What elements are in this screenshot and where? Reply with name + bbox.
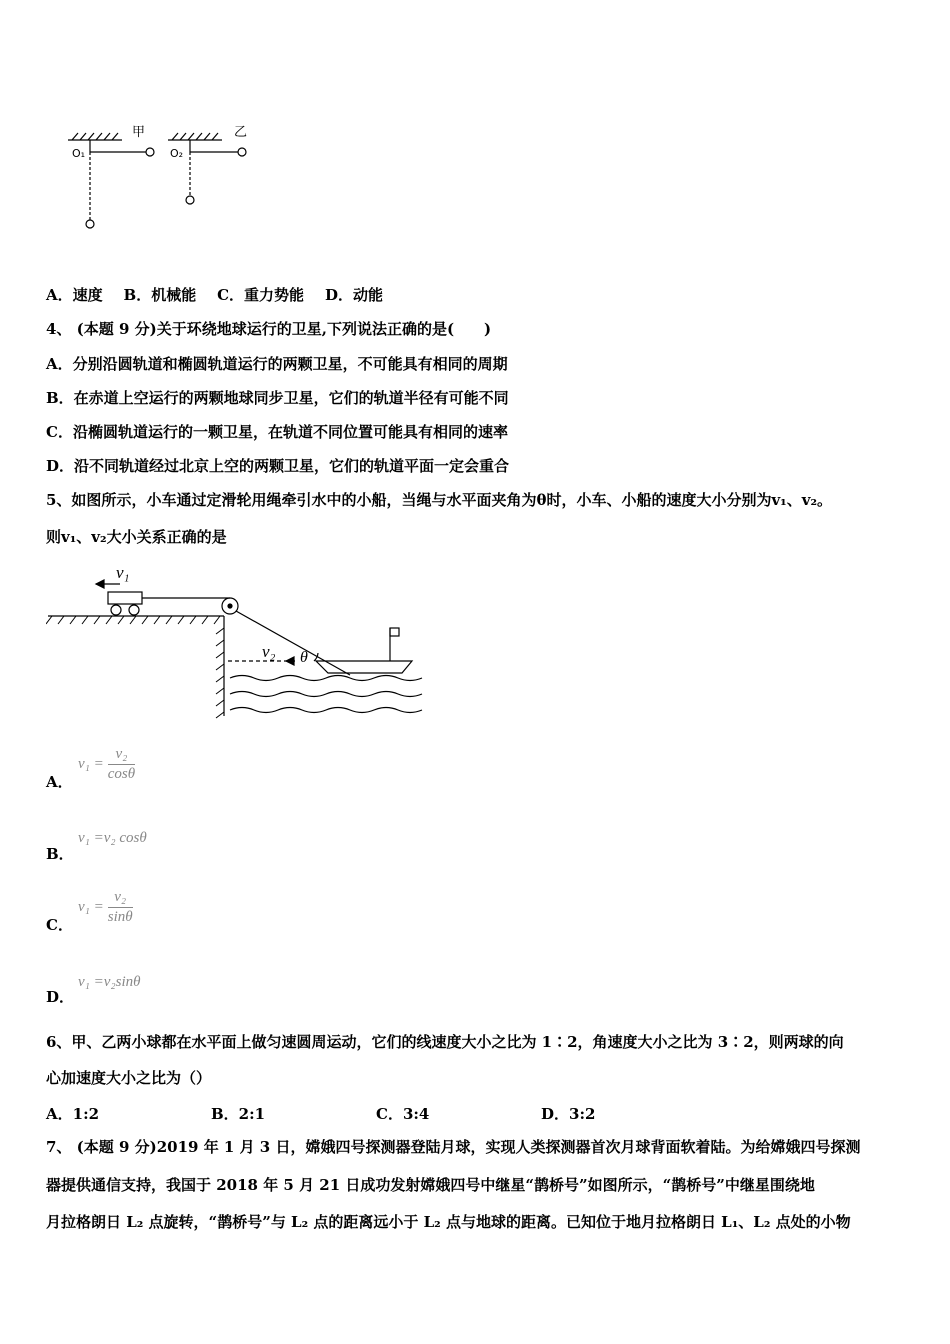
q6-option-b: B．2:1 <box>211 1105 266 1123</box>
q3-options <box>46 285 383 305</box>
formula-c-lhs: v₁ = <box>78 898 104 915</box>
q4-option-a: A．分别沿圆轨道和椭圆轨道运行的两颗卫星，不可能具有相同的周期 <box>46 355 508 373</box>
q7-line3: 月拉格朗日 L₂ 点旋转，“鹊桥号”与 L₂ 点的距离远小于 L₂ 点与地球的距离。已知位于地月拉格朗日 L₁、L₂ 点处的小物 <box>46 1213 851 1231</box>
formula-c-den: sinθ <box>107 909 133 925</box>
formula-a-num: v₂ <box>108 746 135 765</box>
q3-option-b: B．机械能 <box>123 286 197 304</box>
q3-option-d: D．动能 <box>324 286 383 304</box>
label-yi: 乙 <box>234 125 248 140</box>
q4-option-c: C．沿椭圆轨道运行的一颗卫星，在轨道不同位置可能具有相同的速率 <box>46 423 508 441</box>
pendulum-figure <box>62 118 262 238</box>
q5-option-a-formula <box>78 746 135 783</box>
label-o2: O₂ <box>170 147 184 160</box>
q6-option-d: D．3:2 <box>541 1105 596 1123</box>
formula-a-lhs: v₁ = <box>78 755 104 772</box>
q7-line2: 器提供通信支持，我国于 2018 年 5 月 21 日成功发射嫦娥四号中继星“鹊桥号”如图所示，“鹊桥号”中继星围绕地 <box>46 1176 815 1194</box>
q3-option-c: C．重力势能 <box>217 286 305 304</box>
q4-stem: 4、 (本题 9 分)关于环绕地球运行的卫星,下列说法正确的是( ) <box>46 320 492 338</box>
q6-option-a: A．1:2 <box>46 1105 100 1123</box>
q4-option-d: D．沿不同轨道经过北京上空的两颗卫星，它们的轨道平面一定会重合 <box>46 457 510 475</box>
q5-option-c-formula <box>78 889 133 926</box>
q6-option-c: C．3:4 <box>376 1105 430 1123</box>
q6-stem-line2: 心加速度大小之比为（） <box>46 1069 212 1087</box>
q5-stem-line2: 则v₁、v₂大小关系正确的是 <box>46 528 227 546</box>
formula-a-den: cosθ <box>107 766 136 782</box>
q6-stem-line1: 6、甲、乙两小球都在水平面上做匀速圆周运动，它们的线速度大小之比为 1∶2，角速度大小之比为 3∶2，则两球的向 <box>46 1033 844 1051</box>
label-o1: O₁ <box>72 147 86 160</box>
fig-v1-label: v₁ <box>116 563 130 582</box>
formula-c-num: v₂ <box>108 889 133 908</box>
q5-option-c-label: C． <box>46 916 73 934</box>
q5-option-d-formula: v₁ =v₂sinθ <box>78 974 141 990</box>
q3-option-a: A．速度 <box>46 286 103 304</box>
q4-option-b: B．在赤道上空运行的两颗地球同步卫星，它们的轨道半径有可能不同 <box>46 389 509 407</box>
label-jia: 甲 <box>132 125 146 140</box>
cart-boat-figure <box>46 558 426 723</box>
q5-option-b-formula: v₁ =v₂ cosθ <box>78 830 147 846</box>
q7-line1: 7、 (本题 9 分)2019 年 1 月 3 日，嫦娥四号探测器登陆月球，实现人类探测器首次月球背面软着陆。为给嫦娥四号探测 <box>46 1138 861 1156</box>
q5-option-d-label: D． <box>46 988 75 1006</box>
fig-theta-label: θ <box>300 649 308 666</box>
q5-option-b-label: B． <box>46 845 74 863</box>
fig-v2-label: v₂ <box>262 642 276 661</box>
q5-stem-line1: 5、如图所示，小车通过定滑轮用绳牵引水中的小船，当绳与水平面夹角为θ时，小车、小船的速度大小分别为v₁、v₂。 <box>46 491 833 509</box>
q5-option-a-label: A． <box>46 773 73 791</box>
